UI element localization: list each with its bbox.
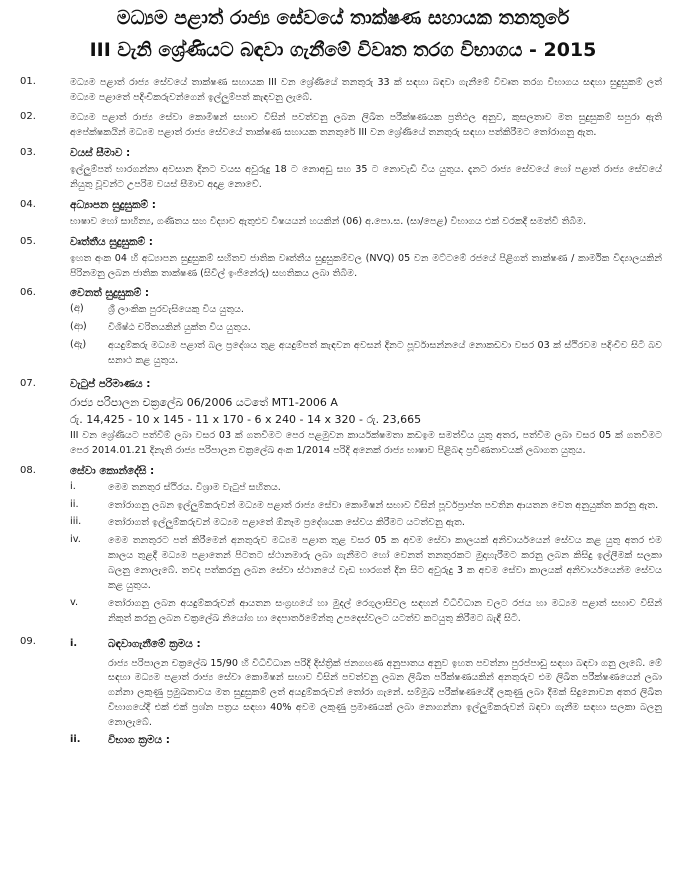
sub-item — [70, 657, 662, 731]
section-04-education — [10, 199, 676, 230]
sub-item-text: ශ්‍රී ලාංකික පුරවැසියෙකු විය යුතුය. — [108, 304, 244, 316]
sub-item-text: තෝරාගනු ලබන අයදුම්කරුවන් ආයතන සංග්‍රහයේ හා මුදල් රෙගුලාසිවල සඳහන් විධිවිධාන වලට රජය හා මධ්‍යම පළාත් සභාව විසින් නිකුත් කරනු ලබන චක්‍රලේඛ නියෝග හා දෙපාර්තමේන්තු උපදෙස්වලට යටත්ව කටයුතු කිරීමට බැඳී සිටී. — [108, 597, 662, 624]
salary-scale: රු. 14,425 - 10 x 145 - 11 x 170 - 6 x 240 - 14 x 320 - රු. 23,665 — [70, 413, 422, 427]
sub-item — [70, 303, 662, 318]
section-heading: සේවා කොන්දේසි : — [70, 464, 155, 477]
sub-item — [70, 516, 662, 531]
section-heading: වැටුප් පරිමාණය : — [70, 377, 151, 390]
sub-item-text: විශිෂ්ඨ චරිතයකින් යුක්ත විය යුතුය. — [108, 322, 251, 334]
section-heading: වෙනත් සුදුසුකම් : — [70, 287, 150, 300]
sub-item-label: i. — [70, 480, 76, 492]
section-heading: වයස් සීමාව : — [70, 147, 131, 160]
section-text: මධ්‍යම පළාත් රාජ්‍ය සේවයේ තාක්ෂණ සහායක III වන ශ්‍රේණියේ තනතුරු 33 ක් සඳහා බඳවා ගැනීමේ විවෘත තරග විභාගය සඳහා සුදුසුකම් ලත් මධ්‍යම පළාතේ පදිංචිකරුවන්ගෙන් ඉල්ලුම්පත් කැඳවනු ලැබේ. — [70, 76, 662, 103]
section-text: ඉහත අංක 04 හි අධ්‍යාපන සුදුසුකම් සහිතව ජාතික වෘත්තීය සුදුසුකම්වල (NVQ) 05 වන මට්ටමේ රජයේ පිළිගත් තාක්ෂණ / කාර්මික විද්‍යාලයකින් පිරිනමනු ලබන ජාතික තාක්ෂණ (සිවිල් ඉංජිනේරු) සහතිකය ලබා තිබීම. — [70, 252, 662, 279]
section-05-professional — [10, 236, 676, 282]
document-title-line-2: III වැනි ශ්‍රේණියට බඳවා ගැනීමේ විවෘත තරග විභාගය - 2015 — [89, 38, 597, 61]
sub-item-text: තෝරාගත් ඉල්ලුම්කරුවන් මධ්‍යම පළාතේ ඕනෑම ප්‍රදේශයක සේවය කිරීමට යටත්වනු ඇත. — [108, 517, 465, 529]
section-08-service-conditions — [10, 465, 676, 630]
sub-item — [70, 481, 662, 496]
sub-item-label: iv. — [70, 534, 81, 546]
section-01 — [10, 76, 676, 106]
section-06-other — [10, 287, 676, 371]
section-number: 06. — [20, 287, 36, 299]
section-number: 09. — [20, 635, 36, 647]
sub-item-label: ii. — [70, 498, 79, 510]
sub-item — [70, 597, 662, 627]
section-03-age-limit — [10, 147, 676, 193]
section-number: 05. — [20, 235, 36, 247]
sub-item — [70, 499, 662, 514]
sub-item-label: iii. — [70, 516, 82, 528]
section-number: 03. — [20, 147, 36, 159]
sub-item — [70, 734, 662, 750]
salary-circular: රාජ්‍ය පරිපාලන චක්‍රලේඛ 06/2006 යටතේ MT1-2006 A — [70, 395, 338, 409]
sub-item-heading: බඳවාගැනීමේ ක්‍රමය : — [108, 637, 201, 650]
section-09-recruitment — [10, 636, 676, 753]
section-02 — [10, 111, 676, 141]
section-07-salary — [10, 378, 676, 459]
sub-item-text: රාජ්‍ය පරිපාලන චක්‍රලේඛ 15/90 හි විධිවිධාන පරිදි දිස්ත්‍රික් ජනගහණ අනුපාතය අනුව ඉහත පවත්නා පුරප්පාඩු සඳහා බඳවා ගනු ලැබේ. මේ සඳහා මධ්‍යම පළාත් රාජ්‍ය සේවා කොමිෂන් සභාව විසින් පවත්වනු ලබන ලිඛිත පරීක්ෂණයකින් අනතුරුව එම ලිඛිත පරීක්ෂණයෙන් ලබා ගන්නා ලකුණු ප්‍රමුඛතාවය මත සුදුසුකම් ලත් අයදුම්කරුවන් තෝරා ගැනේ. සම්මුඛ පරීක්ෂණයේදී ලකුණු ලබා දීමක් සිදුනොවන අතර ලිඛිත විභාගයේදී එක් එක් ප්‍රශ්න පත්‍රය සඳහා 40% අවම ලකුණු ප්‍රමාණයක් ලබා නොගන්නා ඉල්ලුම්කරුවන් බඳවා ගැනීම සඳහා සලකා බලනු නොලැබේ. — [108, 657, 662, 728]
section-text: මධ්‍යම පළාත් රාජ්‍ය සේවා කොමිෂන් සභාව විසින් පවත්වනු ලබන ලිඛිත පරීක්ෂණයක ප්‍රතිඵල අනුව, කුසලතාව මත සුදුසුකම් සපුරා ඇති අපේක්ෂකයින් මධ්‍යම පළාත් රාජ්‍ය සේවයේ තාක්ෂණ සහායක තනතුරේ III වන ශ්‍රේණියේ තනතුරු සඳහා පත්කිරීමට තෝරාගනු ඇත. — [70, 112, 662, 139]
section-number: 01. — [20, 75, 36, 87]
section-text: III වන ශ්‍රේණියට පත්වීම් ලබා වසර 03 ක් ගතවීමට පෙර පළමුවන කාර්යක්ෂමතා කඩඉම සමත්විය යුතු අතර, පත්වීම ලබා වසර 05 ක් ගතවීමට පෙර 2014.01.21 දිනැති රාජ්‍ය පරිපාලන චක්‍රලේඛ අංක 1/2014 පරිදි අනෙක් රාජ්‍ය භාෂාව පිළිබඳ ප්‍රවීණතාවයක් ලබාගත යුතුය. — [70, 430, 662, 456]
sub-item-text: අයදුම්කරු මධ්‍යම පළාත් බල ප්‍රදේශය තුළ අයදුම්පත් කැඳවන අවසන් දිනට පූර්වාසන්නයේ නොකඩවා වසර 03 ක් ස්ථිරවම පදිංචිව සිටි බව සනාථ කළ යුතුය. — [108, 340, 662, 366]
section-text: ඉල්ලුම්පත් භාරගන්නා අවසාන දිනට වයස අවුරුදු 18 ට නොඅඩු සහ 35 ට නොවැඩි විය යුතුය. දැනට රාජ්‍ය සේවයේ හෝ පළාත් රාජ්‍ය සේවයේ නියුතු වූවන්ට උපරිම වයස් සීමාව අදාළ නොවේ. — [70, 164, 662, 190]
sub-item-label: (ආ) — [70, 321, 87, 333]
section-heading: වෘත්තීය සුදුසුකම් : — [70, 235, 153, 248]
sub-item-label: (අ) — [70, 303, 84, 315]
section-number: 07. — [20, 377, 36, 389]
section-number: 08. — [20, 464, 36, 476]
sub-item-label: ii. — [70, 733, 81, 745]
section-number: 04. — [20, 198, 36, 210]
section-heading: අධ්‍යාපන සුදුසුකම් : — [70, 198, 156, 211]
sub-item-heading: විභාග ක්‍රමය : — [108, 733, 170, 746]
sub-item-text: මෙම තනතුරට පත් කිරීමෙන් අනතුරුව මධ්‍යම පළාත තුළ වසර 05 ක අවම සේවා කාලයක් අනිවාර්යයෙන් සේවය කළ යුතු අතර එම කාලය තුළදී මධ්‍යම පළාතෙන් පිටතට ස්ථානමාරු ලබා ගැනීමට හෝ වෙනත් තනතුරකට මුදාහැරීමට කරනු ලබන කිසිදු ඉල්ලීමක් සලකා බලනු නොලැබේ. තවද පත්කරනු ලබන සේවා ස්ථානයේ වැඩ භාරගත් දින සිට අවුරුදු 3 ක අවම සේවා කාලයක් අනිවාර්යයෙන්ම සේවය කළ යුතුය. — [108, 535, 662, 591]
sub-item — [70, 638, 662, 654]
sub-item-text: මෙම තනතුර ස්ථිරය. විශ්‍රාම වැටුප් සහිතය. — [108, 481, 281, 493]
sub-item — [70, 321, 662, 336]
sub-item-label: v. — [70, 596, 79, 608]
sub-item-label: i. — [70, 637, 78, 649]
section-number: 02. — [20, 111, 36, 123]
section-text: භාෂාව හෝ සාහිත්‍ය, ගණිතය සහ විද්‍යාව ඇතුළුව විෂයයන් හයකින් (06) අ.පො.ස. (සා/පෙළ) විභාගය එක් වරකදී සමත්වී තිබීම. — [70, 215, 587, 227]
sub-item — [70, 339, 662, 369]
sub-item — [70, 534, 662, 593]
document-title-line-1: මධ්‍යම පළාත් රාජ්‍ය සේවයේ තාක්ෂණ සහායක තනතුරේ — [116, 7, 570, 29]
sub-item-label: (ඇ) — [70, 339, 87, 351]
sub-item-text: තෝරාගනු ලබන ඉල්ලුම්කරුවන් මධ්‍යම පළාත් රාජ්‍ය සේවා කොමිෂන් සභාව විසින් පූර්වප්‍රාප්ත පවතින ආයතන වෙත අනුයුක්ත කරනු ඇත. — [108, 499, 659, 511]
